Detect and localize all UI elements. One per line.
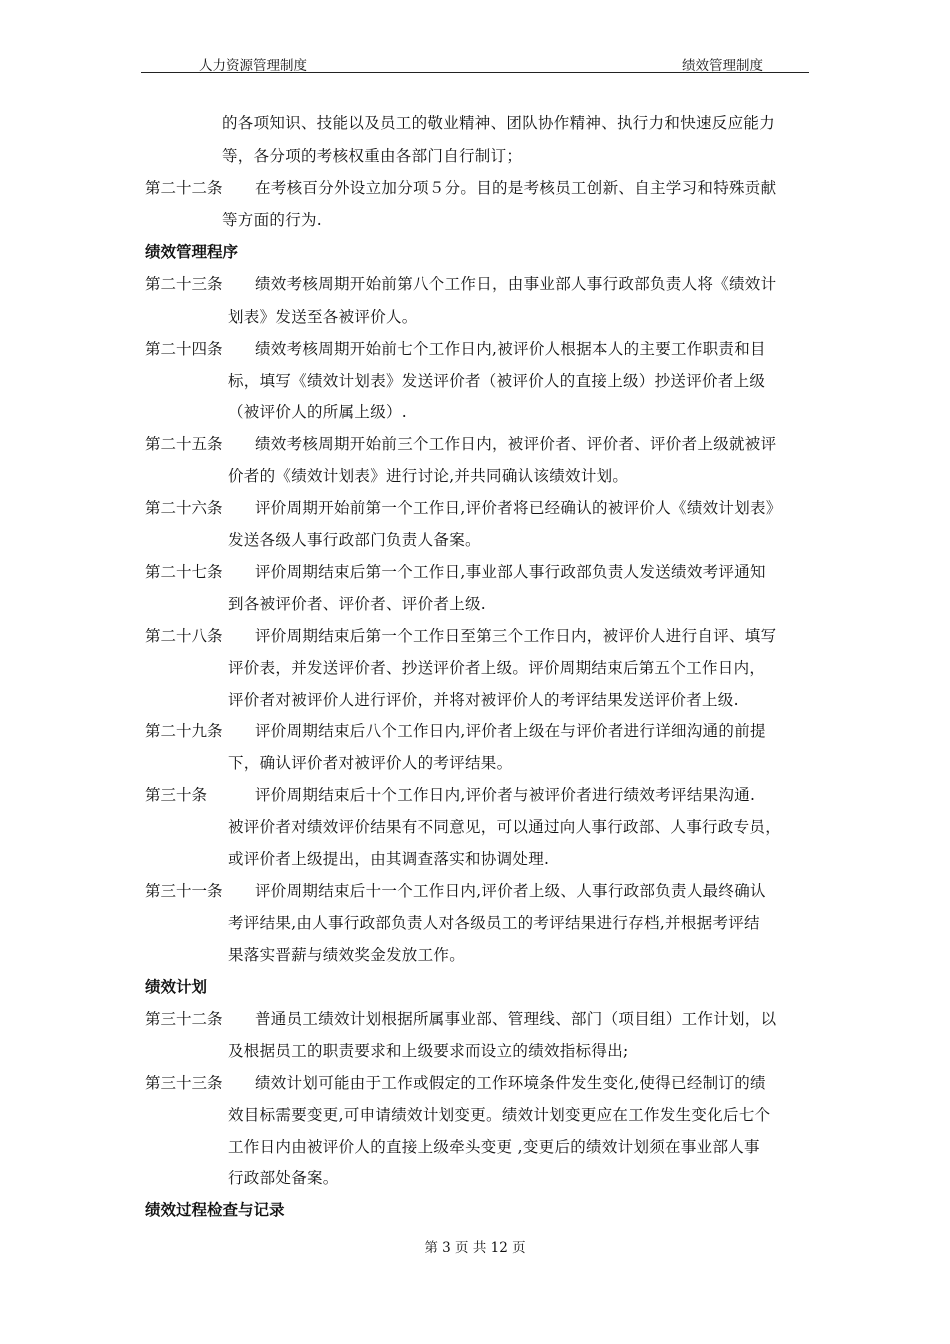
article-text: 评价周期结束后十个工作日内,评价者与被评价者进行绩效考评结果沟通. xyxy=(255,786,756,804)
article-label: 第二十五条 xyxy=(145,435,223,453)
article-text: 等方面的行为. xyxy=(222,211,323,229)
article-text: （被评价人的所属上级）. xyxy=(228,403,408,421)
article-text: 或评价者上级提出，由其调查落实和协调处理. xyxy=(228,850,550,868)
article-text: 及根据员工的职责要求和上级要求而设立的绩效指标得出; xyxy=(228,1042,629,1060)
article-text: 绩效考核周期开始前第八个工作日，由事业部人事行政部负责人将《绩效计 xyxy=(255,275,777,293)
article-label: 第二十二条 xyxy=(145,179,223,197)
text-line: 等，各分项的考核权重由各部门自行制订； xyxy=(222,147,523,165)
article-text: 评价周期结束后第一个工作日,事业部人事行政部负责人发送绩效考评通知 xyxy=(255,563,766,581)
article-label: 第二十七条 xyxy=(145,563,223,581)
article-text: 评价周期结束后八个工作日内,评价者上级在与评价者进行详细沟通的前提 xyxy=(255,722,766,740)
article-label: 第二十三条 xyxy=(145,275,223,293)
article-label: 第三十三条 xyxy=(145,1074,223,1092)
page-footer: 第 3 页 共 12 页 xyxy=(424,1240,526,1256)
section-heading: 绩效管理程序 xyxy=(145,243,239,261)
article-text: 评价周期开始前第一个工作日,评价者将已经确认的被评价人《绩效计划表》 xyxy=(255,499,782,517)
article-text: 考评结果,由人事行政部负责人对各级员工的考评结果进行存档,并根据考评结 xyxy=(228,914,760,932)
header-left-title: 人力资源管理制度 xyxy=(199,58,307,74)
article-text: 价者的《绩效计划表》进行讨论,并共同确认该绩效计划。 xyxy=(228,467,629,485)
article-text: 评价周期结束后十一个工作日内,评价者上级、人事行政部负责人最终确认 xyxy=(255,882,766,900)
article-text: 普通员工绩效计划根据所属事业部、管理线、部门（项目组）工作计划，以 xyxy=(255,1010,777,1028)
article-label: 第二十六条 xyxy=(145,499,223,517)
article-text: 到各被评价者、评价者、评价者上级. xyxy=(228,595,487,613)
article-text: 绩效考核周期开始前三个工作日内，被评价者、评价者、评价者上级就被评 xyxy=(255,435,777,453)
article-label: 第三十二条 xyxy=(145,1010,223,1028)
page-header xyxy=(141,54,809,73)
header-right-title: 绩效管理制度 xyxy=(682,58,763,74)
article-label: 第二十八条 xyxy=(145,627,223,645)
article-text: 果落实晋薪与绩效奖金发放工作。 xyxy=(228,946,466,964)
article-text: 在考核百分外设立加分项５分。目的是考核员工创新、自主学习和特殊贡献 xyxy=(255,179,777,197)
article-text: 评价表，并发送评价者、抄送评价者上级。评价周期结束后第五个工作日内， xyxy=(228,659,766,677)
section-heading: 绩效过程检查与记录 xyxy=(145,1201,285,1219)
article-text: 发送各级人事行政部门负责人备案。 xyxy=(228,531,481,549)
article-text: 划表》发送至各被评价人。 xyxy=(228,308,418,326)
article-text: 下，确认评价者对被评价人的考评结果。 xyxy=(228,754,513,772)
article-text: 效目标需要变更,可申请绩效计划变更。绩效计划变更应在工作发生变化后七个 xyxy=(228,1106,771,1124)
article-text: 绩效计划可能由于工作或假定的工作环境条件发生变化,使得已经制订的绩 xyxy=(255,1074,766,1092)
section-heading: 绩效计划 xyxy=(145,978,208,996)
article-label: 第二十四条 xyxy=(145,340,223,358)
article-text: 标，填写《绩效计划表》发送评价者（被评价人的直接上级）抄送评价者上级 xyxy=(228,372,766,390)
article-text: 绩效考核周期开始前七个工作日内,被评价人根据本人的主要工作职责和目 xyxy=(255,340,766,358)
article-text: 工作日内由被评价人的直接上级牵头变更 ,变更后的绩效计划须在事业部人事 xyxy=(228,1138,760,1156)
article-text: 评价周期结束后第一个工作日至第三个工作日内，被评价人进行自评、填写 xyxy=(255,627,777,645)
article-text: 行政部处备案。 xyxy=(228,1169,339,1187)
article-text: 评价者对被评价人进行评价，并将对被评价人的考评结果发送评价者上级. xyxy=(228,691,739,709)
article-text: 被评价者对绩效评价结果有不同意见，可以通过向人事行政部、人事行政专员， xyxy=(228,818,782,836)
article-label: 第三十一条 xyxy=(145,882,223,900)
article-label: 第二十九条 xyxy=(145,722,223,740)
text-line: 的各项知识、技能以及员工的敬业精神、团队协作精神、执行力和快速反应能力 xyxy=(222,114,776,132)
article-label: 第三十条 xyxy=(145,786,208,804)
